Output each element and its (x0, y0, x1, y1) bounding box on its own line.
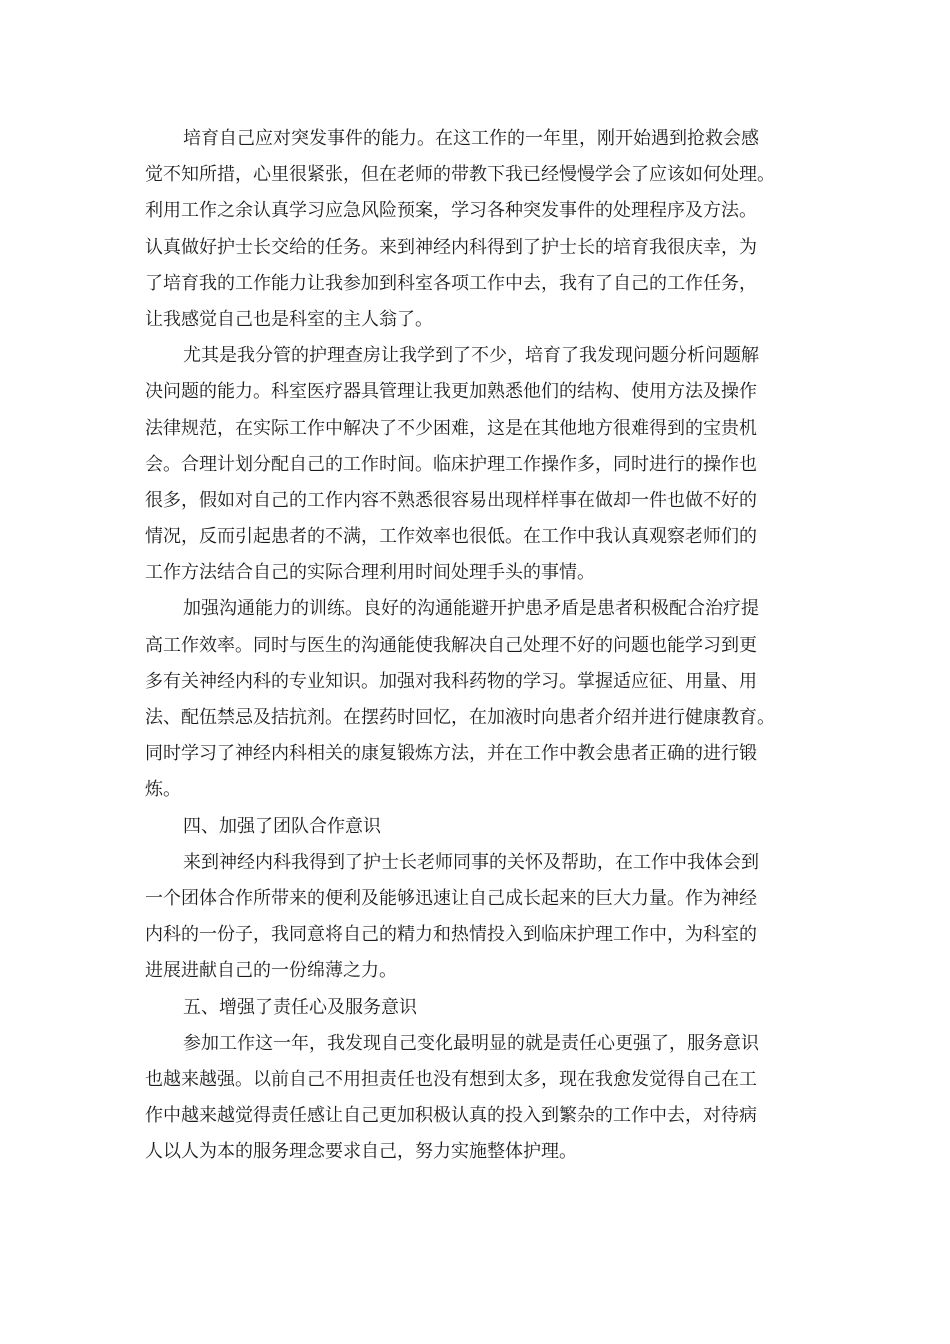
text-line: 培育自己应对突发事件的能力。在这工作的一年里，刚开始遇到抢救会感 (183, 128, 759, 149)
text-line: 决问题的能力。科室医疗器具管理让我更加熟悉他们的结构、使用方法及操作 (145, 381, 757, 403)
text-line: 五、增强了责任心及服务意识 (183, 996, 417, 1018)
text-line: 法、配伍禁忌及拮抗剂。在摆药时回忆，在加液时向患者介绍并进行健康教育。 (145, 707, 775, 728)
text-line: 了培育我的工作能力让我参加到科室各项工作中去，我有了自己的工作任务， (145, 272, 757, 294)
text-line: 认真做好护士长交给的任务。来到神经内科得到了护士长的培育我很庆幸，为 (145, 236, 757, 258)
text-line: 参加工作这一年，我发现自己变化最明显的就是责任心更强了，服务意识 (183, 1032, 759, 1054)
document-body (145, 121, 810, 1170)
text-line: 人以人为本的服务理念要求自己，努力实施整体护理。 (145, 1141, 577, 1163)
text-line: 让我感觉自己也是科室的主人翁了。 (145, 308, 433, 330)
text-line: 一个团体合作所带来的便利及能够迅速让自己成长起来的巨大力量。作为神经 (145, 887, 757, 909)
text-line: 情况，反而引起患者的不满，工作效率也很低。在工作中我认真观察老师们的 (145, 526, 757, 548)
text-line: 内科的一份子，我同意将自己的精力和热情投入到临床护理工作中，为科室的 (145, 924, 757, 946)
text-line: 加强沟通能力的训练。良好的沟通能避开护患矛盾是患者积极配合治疗提 (183, 598, 759, 620)
text-line: 工作方法结合自己的实际合理利用时间处理手头的事情。 (145, 562, 595, 584)
text-line: 觉不知所措，心里很紧张，但在老师的带教下我已经慢慢学会了应该如何处理。 (145, 164, 775, 186)
text-line: 来到神经内科我得到了护士长老师同事的关怀及帮助，在工作中我体会到 (183, 851, 759, 873)
text-line: 作中越来越觉得责任感让自己更加积极认真的投入到繁杂的工作中去，对待病 (145, 1105, 757, 1127)
text-line: 四、加强了团队合作意识 (183, 815, 381, 837)
text-line: 高工作效率。同时与医生的沟通能使我解决自己处理不好的问题也能学习到更 (145, 634, 757, 656)
text-line: 利用工作之余认真学习应急风险预案，学习各种突发事件的处理程序及方法。 (145, 200, 757, 222)
text-line: 很多，假如对自己的工作内容不熟悉很容易出现样样事在做却一件也做不好的 (145, 489, 757, 511)
text-line: 炼。 (145, 779, 181, 801)
text-line: 同时学习了神经内科相关的康复锻炼方法，并在工作中教会患者正确的进行锻 (145, 743, 757, 765)
text-line: 进展进献自己的一份绵薄之力。 (145, 960, 397, 982)
text-line: 也越来越强。以前自己不用担责任也没有想到太多，现在我愈发觉得自己在工 (145, 1068, 757, 1090)
text-line: 多有关神经内科的专业知识。加强对我科药物的学习。掌握适应征、用量、用 (145, 670, 757, 692)
text-line: 尤其是我分管的护理查房让我学到了不少，培育了我发现问题分析问题解 (183, 345, 759, 367)
text-line: 法律规范，在实际工作中解决了不少困难，这是在其他地方很难得到的宝贵机 (145, 417, 757, 439)
text-line: 会。合理计划分配自己的工作时间。临床护理工作操作多，同时进行的操作也 (145, 453, 757, 475)
